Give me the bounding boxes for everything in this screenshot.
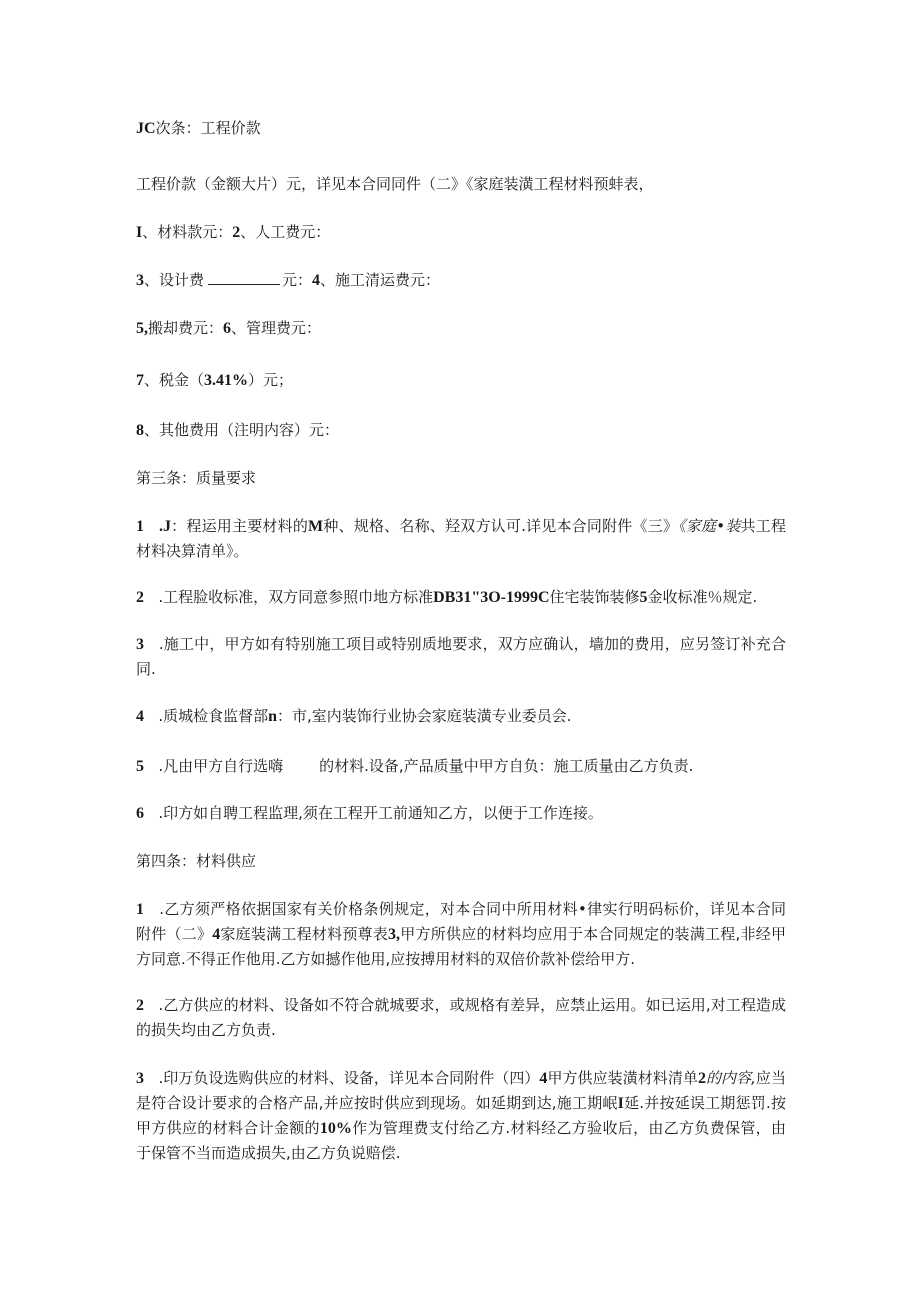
article-2-items-3-4: 3、设计费 元：4、施工清运费元： [136,271,441,289]
article-4-title: 第四条：材料供应 [136,852,257,870]
article-3-para-6: 6 .印方如自聘工程监理,须在工程开工前通知乙方，以便于工作连接。 [136,804,603,822]
article-4-para-2: 2 .乙方供应的材料、设备如不符合就城要求，或规格有差异，应禁止运用。如已运用,对工程造成的损失均由乙方负责. [136,996,786,1039]
article-2-item-7: 7、税金（3.41%）元； [136,371,294,389]
article-3-title: 第三条：质量要求 [136,469,257,487]
article-2-intro: 工程价款（金额大片）元，详见本合同同件（二》《家庭装潢工程材料预蚌表， [136,175,654,193]
article-3-para-2: 2 .工程脸收标准，双方同意参照巾地方标准DB31"3O-1999C住宅装饰装修5金收标准％规定. [136,588,758,606]
fill-in-blank [208,270,280,285]
article-3-para-5: 5 .凡由甲方自行选嗨 的材料.设备,产品质量中甲方自负：施工质量由乙方负责. [136,757,694,775]
article-3-para-3: 3 .施工中，甲方如有特别施工项目或特别质地要求，双方应确认，墙加的费用，应另签订补充合同. [136,635,786,678]
article-2-title: JC次条：工程价款 [136,119,261,137]
article-4-para-1: 1 .乙方须严格依据国家有关价格条例规定，对本合同中所用材料•律实行明码标价，详见本合同附件（二》4家庭装满工程材料预尊表3,甲方所供应的材料均应用于本合同规定的装满工程,非经甲方同意.不得正作他用.乙方如撼作他用,应按搏用材料的双倍价款补偿给甲方. [136,900,786,968]
article-3-para-1: 1 .J：程运用主要材料的M种、规格、名称、羟双方认可.详见本合同附件《三》《家庭•装共工程材料决算清单》。 [136,517,786,560]
article-2-item-8: 8、其他费用（注明内容）元： [136,421,340,439]
article-3-para-4: 4 .质城检食监督部n：市,室内装饰行业协会家庭装潢专业委员会. [136,707,572,725]
article-2-items-5-6: 5,搬却费元：6、管理费元： [136,319,322,337]
article-2-items-1-2: I、材料款元：2、人工费元： [136,223,331,241]
article-4-para-3: 3 .印万负设选购供应的材料、设备，详见本合同附件（四）4甲方供应装潢材料清单2的内容,应当是符合设计要求的合格产品,并应按时供应到现场。如延期到达,施工期岷I延.并按延误工期惩罚.按甲方供应的材料合计金额的10%作为管理费支付给乙方.材料经乙方验收后，由乙方负费保管，由于保管不当而造成损失,由乙方负说赔偿. [136,1069,786,1162]
